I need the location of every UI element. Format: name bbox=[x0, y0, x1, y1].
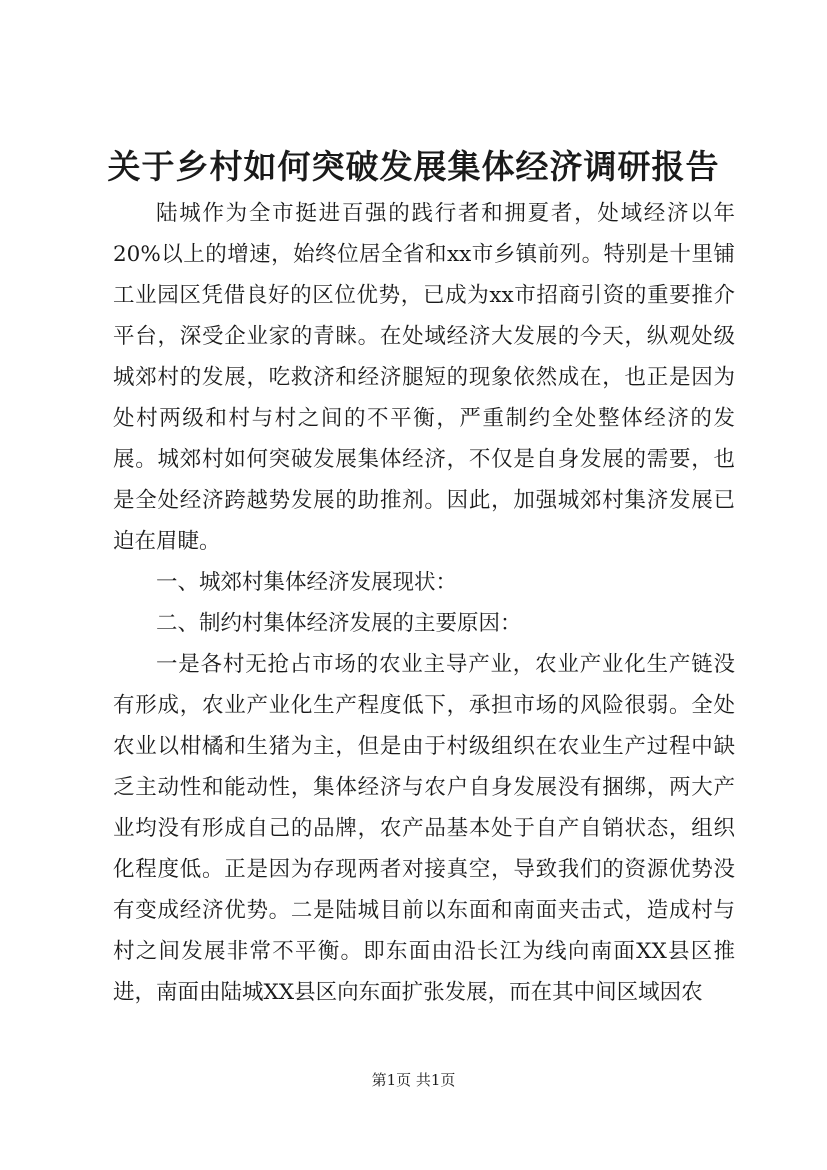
page-footer: 第1页 共1页 bbox=[371, 1071, 456, 1089]
section-heading-1: 一、城郊村集体经济发展现状： bbox=[156, 570, 458, 595]
document-title: 关于乡村如何突破发展集体经济调研报告 bbox=[107, 147, 720, 186]
section-heading-2: 二、制约村集体经济发展的主要原因： bbox=[156, 611, 522, 636]
document-body bbox=[113, 193, 735, 1013]
paragraph-intro: 陆城作为全市挺进百强的践行者和拥夏者，处域经济以年20%以上的增速，始终位居全省和xx市乡镇前列。特别是十里铺工业园区凭借良好的区位优势，已成为xx市招商引资的重要推介平台，深受企业家的青睐。在处域经济大发展的今天，纵观处级城郊村的发展，吃救济和经济腿短的现象依然成在，也正是因为处村两级和村与村之间的不平衡，严重制约全处整体经济的发展。城郊村如何突破发展集体经济，不仅是自身发展的需要，也是全处经济跨越势发展的助推剂。因此，加强城郊村集济发展已迫在眉睫。 bbox=[113, 201, 735, 554]
paragraph-reasons: 一是各村无抢占市场的农业主导产业，农业产业化生产链没有形成，农业产业化生产程度低下，承担市场的风险很弱。全处农业以柑橘和生猪为主，但是由于村级组织在农业生产过程中缺乏主动性和能动性，集体经济与农户自身发展没有捆绑，两大产业均没有形成自己的品牌，农产品基本处于自产自销状态，组织化程度低。正是因为存现两者对接真空，导致我们的资源优势没有变成经济优势。二是陆城目前以东面和南面夹击式，造成村与村之间发展非常不平衡。即东面由沿长江为线向南面XX县区推进，南面由陆城XX县区向东面扩张发展，而在其中间区域因农 bbox=[113, 652, 735, 1005]
